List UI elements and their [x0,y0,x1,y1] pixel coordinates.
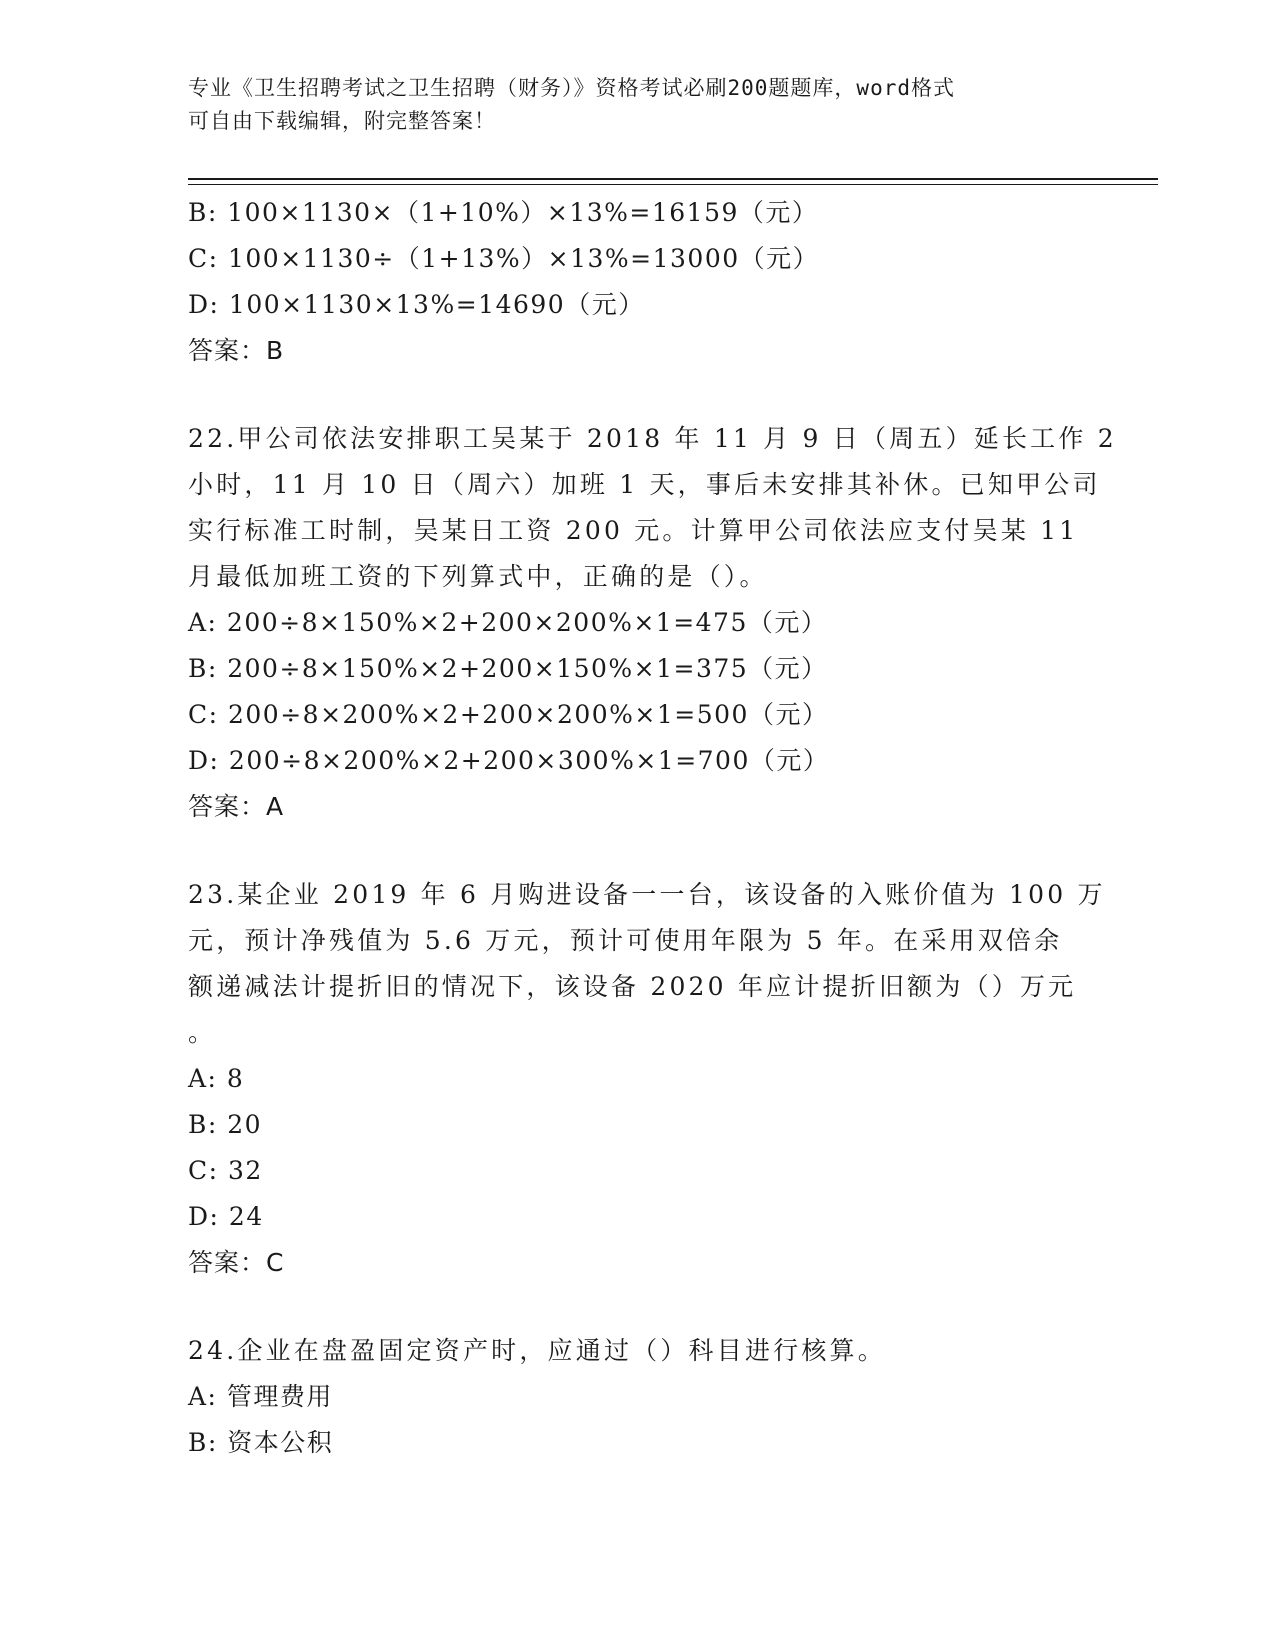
spacer [188,374,1088,416]
answer: 答案：B [188,336,285,365]
question-text-line: 实行标准工时制，吴某日工资 200 元。计算甲公司依法应支付吴某 11 [188,516,1079,545]
option-d: D: 100×1130×13%=14690（元） [188,290,645,319]
option-d: D: 200÷8×200%×2+200×300%×1=700（元） [188,746,830,775]
answer: 答案：A [188,792,285,821]
option-c: C: 32 [188,1156,263,1185]
question-text-line: 23.某企业 2019 年 6 月购进设备一一台，该设备的入账价值为 100 万 [188,880,1106,909]
question-text-line: 额递减法计提折旧的情况下，该设备 2020 年应计提折旧额为（）万元 [188,972,1077,1001]
option-c: C: 200÷8×200%×2+200×200%×1=500（元） [188,700,829,729]
option-a: A: 8 [188,1064,245,1093]
question-text-line: 月最低加班工资的下列算式中，正确的是（）。 [188,562,768,591]
spacer [188,1286,1088,1328]
answer: 答案：C [188,1248,285,1277]
question-24 [188,1328,1088,1466]
question-text-line: 22.甲公司依法安排职工吴某于 2018 年 11 月 9 日（周五）延长工作 2 [188,424,1117,453]
header-line-1: 专业《卫生招聘考试之卫生招聘（财务）》资格考试必刷200题题库，word格式 [188,76,955,100]
option-b: B: 100×1130×（1+10%）×13%=16159（元） [188,198,819,227]
spacer [188,830,1088,872]
question-text-line: 24.企业在盘盈固定资产时，应通过（）科目进行核算。 [188,1336,886,1365]
question-text-line: 元，预计净残值为 5.6 万元，预计可使用年限为 5 年。在采用双倍余 [188,926,1063,955]
document-header [188,72,1088,138]
question-text-line: 小时，11 月 10 日（周六）加班 1 天，事后未安排其补休。已知甲公司 [188,470,1101,499]
option-c: C: 100×1130÷（1+13%）×13%=13000（元） [188,244,820,273]
question-23 [188,872,1106,1286]
question-22 [188,416,1117,830]
header-divider-thin [188,184,1158,185]
question-21 [188,190,1088,374]
option-b: B: 200÷8×150%×2+200×150%×1=375（元） [188,654,828,683]
header-line-2: 可自由下载编辑，附完整答案！ [188,109,496,133]
question-list [188,190,1117,1466]
question-text-line: 。 [188,1018,217,1047]
header-divider-thick [188,178,1158,180]
option-a: A: 管理费用 [188,1382,333,1411]
option-b: B: 资本公积 [188,1428,334,1457]
option-d: D: 24 [188,1202,264,1231]
option-a: A: 200÷8×150%×2+200×200%×1=475（元） [188,608,828,637]
option-b: B: 20 [188,1110,263,1139]
